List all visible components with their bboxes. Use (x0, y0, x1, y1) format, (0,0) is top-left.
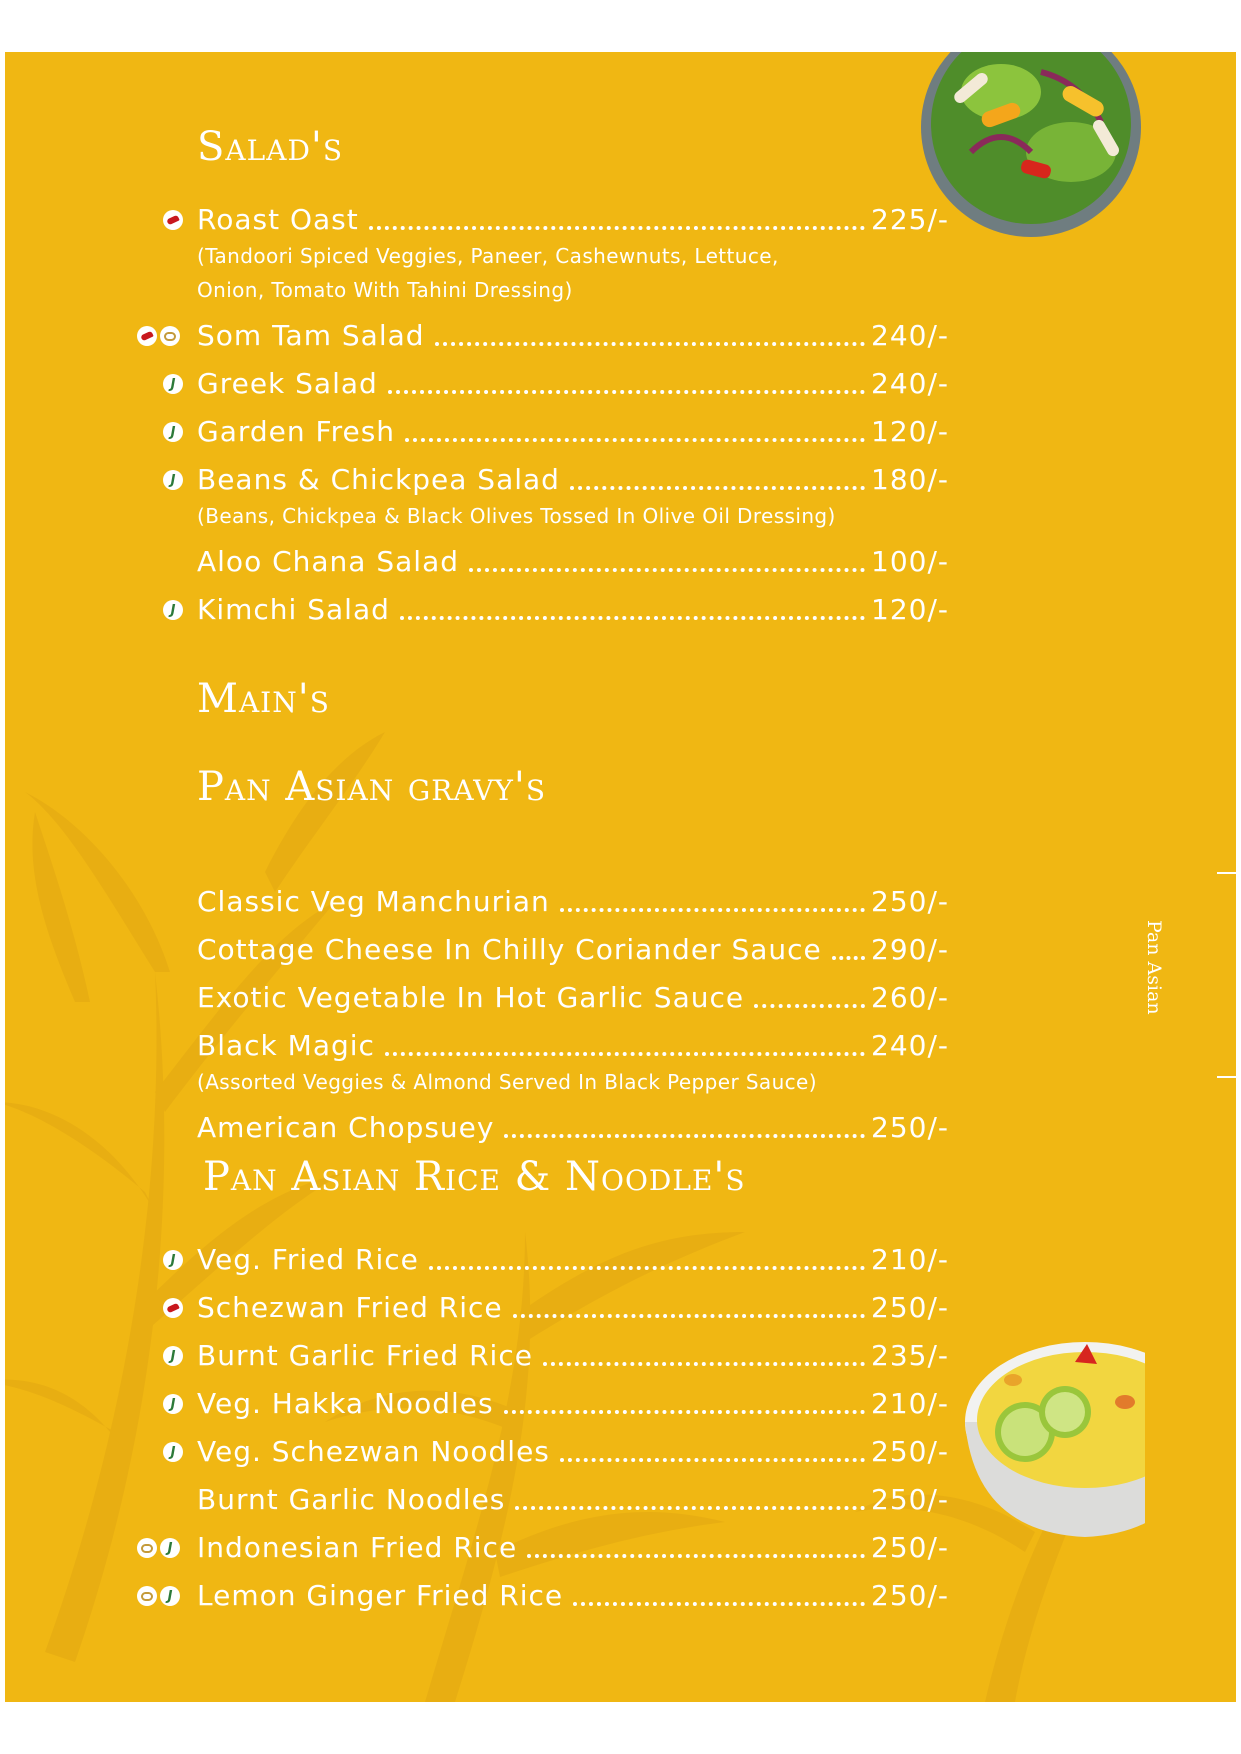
item-price: 250/- (871, 885, 949, 918)
item-name: Black Magic (197, 1029, 375, 1062)
jain-icon: J (163, 1346, 183, 1366)
item-name: Kimchi Salad (197, 593, 390, 626)
mushroom-icon (137, 1586, 157, 1606)
item-price: 120/- (871, 593, 949, 626)
jain-icon: J (160, 1586, 180, 1606)
dot-leader (504, 1400, 865, 1414)
side-section-label: Pan Asian (1143, 920, 1165, 1015)
jain-icon: J (163, 470, 183, 490)
item-name: Veg. Fried Rice (197, 1243, 419, 1276)
item-name: Aloo Chana Salad (197, 545, 459, 578)
dot-leader (543, 1352, 865, 1366)
jain-icon: J (163, 1442, 183, 1462)
item-price: 250/- (871, 1435, 949, 1468)
item-price: 250/- (871, 1483, 949, 1516)
dot-leader (754, 994, 865, 1008)
menu-item-garden-fresh (197, 412, 949, 448)
item-description: (Beans, Chickpea & Black Olives Tossed In Olive Oil Dressing) (197, 504, 836, 528)
dot-leader (405, 428, 865, 442)
dot-leader (388, 380, 865, 394)
item-price: 100/- (871, 545, 949, 578)
item-name: Som Tam Salad (197, 319, 425, 352)
item-description: Onion, Tomato With Tahini Dressing) (197, 278, 573, 302)
item-icons (163, 1298, 183, 1318)
dot-leader (832, 946, 865, 960)
dot-leader (504, 1124, 865, 1138)
menu-item-burnt-garlic-noodles (197, 1480, 949, 1516)
dot-leader (527, 1544, 865, 1558)
item-price: 260/- (871, 981, 949, 1014)
menu-item-aloo-chana-salad (197, 542, 949, 578)
dot-leader (435, 332, 865, 346)
menu-item-classic-veg-manchurian (197, 882, 949, 918)
dot-leader (560, 898, 865, 912)
item-name: Veg. Hakka Noodles (197, 1387, 494, 1420)
menu-item-roast-oast (197, 200, 949, 236)
item-price: 250/- (871, 1531, 949, 1564)
dot-leader (385, 1042, 865, 1056)
item-icons (163, 1394, 183, 1414)
item-name: American Chopsuey (197, 1111, 495, 1144)
item-icons (163, 1442, 183, 1462)
chilli-icon (163, 1298, 183, 1318)
item-name: Veg. Schezwan Noodles (197, 1435, 550, 1468)
item-name: Burnt Garlic Noodles (197, 1483, 506, 1516)
dot-leader (573, 1592, 865, 1606)
menu-item-lemon-ginger-fried-rice (197, 1576, 949, 1612)
dot-leader (400, 606, 865, 620)
item-icons (137, 1538, 180, 1558)
side-divider-bottom (1217, 1076, 1236, 1078)
item-icons (137, 1586, 180, 1606)
dot-leader (513, 1304, 865, 1318)
item-description: (Assorted Veggies & Almond Served In Black Pepper Sauce) (197, 1070, 817, 1094)
item-price: 250/- (871, 1111, 949, 1144)
dot-leader (515, 1496, 865, 1510)
heading-salads: Salad's (197, 124, 344, 170)
menu-item-veg-schezwan-noodles (197, 1432, 949, 1468)
item-price: 180/- (871, 463, 949, 496)
heading-mains: Main's (197, 676, 330, 722)
chilli-icon (137, 326, 157, 346)
side-divider-top (1217, 872, 1236, 874)
menu-item-burnt-garlic-fried-rice (197, 1336, 949, 1372)
item-price: 290/- (871, 933, 949, 966)
item-icons (163, 422, 183, 442)
fried-rice-bowl-image (955, 1332, 1145, 1582)
menu-item-som-tam-salad (197, 316, 949, 352)
jain-icon: J (163, 374, 183, 394)
menu-item-veg-fried-rice (197, 1240, 949, 1276)
menu-item-greek-salad (197, 364, 949, 400)
item-price: 235/- (871, 1339, 949, 1372)
item-icons (163, 1250, 183, 1270)
menu-item-kimchi-salad (197, 590, 949, 626)
item-price: 225/- (871, 203, 949, 236)
jain-icon: J (163, 1250, 183, 1270)
mushroom-icon (137, 1538, 157, 1558)
jain-icon: J (163, 422, 183, 442)
menu-item-american-chopsuey (197, 1108, 949, 1144)
item-description: (Tandoori Spiced Veggies, Paneer, Cashewnuts, Lettuce, (197, 244, 779, 268)
heading-pan-asian-rice-noodles: Pan Asian Rice & Noodle's (203, 1154, 746, 1200)
item-price: 240/- (871, 319, 949, 352)
jain-icon: J (160, 1538, 180, 1558)
item-name: Garden Fresh (197, 415, 396, 448)
item-price: 240/- (871, 1029, 949, 1062)
item-name: Indonesian Fried Rice (197, 1531, 518, 1564)
mushroom-icon (160, 326, 180, 346)
item-price: 210/- (871, 1387, 949, 1420)
menu-item-beans-chickpea-salad (197, 460, 949, 496)
dot-leader (560, 1448, 865, 1462)
menu-item-veg-hakka-noodles (197, 1384, 949, 1420)
item-price: 250/- (871, 1291, 949, 1324)
jain-icon: J (163, 600, 183, 620)
item-icons (137, 326, 180, 346)
item-icons (163, 1346, 183, 1366)
item-name: Burnt Garlic Fried Rice (197, 1339, 533, 1372)
menu-item-black-magic (197, 1026, 949, 1062)
item-name: Exotic Vegetable In Hot Garlic Sauce (197, 981, 745, 1014)
item-price: 120/- (871, 415, 949, 448)
menu-item-schezwan-fried-rice (197, 1288, 949, 1324)
item-name: Cottage Cheese In Chilly Coriander Sauce (197, 933, 822, 966)
item-icons (163, 210, 183, 230)
menu-item-cottage-cheese (197, 930, 949, 966)
dot-leader (469, 558, 865, 572)
menu-page (5, 52, 1236, 1702)
item-name: Classic Veg Manchurian (197, 885, 550, 918)
jain-icon: J (163, 1394, 183, 1414)
item-icons (163, 470, 183, 490)
heading-pan-asian-gravy: Pan Asian gravy's (197, 764, 547, 810)
chilli-icon (163, 210, 183, 230)
item-price: 240/- (871, 367, 949, 400)
item-name: Lemon Ginger Fried Rice (197, 1579, 564, 1612)
item-name: Roast Oast (197, 203, 359, 236)
menu-item-exotic-vegetable (197, 978, 949, 1014)
dot-leader (570, 476, 865, 490)
item-icons (163, 374, 183, 394)
menu-item-indonesian-fried-rice (197, 1528, 949, 1564)
item-name: Beans & Chickpea Salad (197, 463, 560, 496)
item-name: Greek Salad (197, 367, 378, 400)
item-name: Schezwan Fried Rice (197, 1291, 503, 1324)
item-icons (163, 600, 183, 620)
item-price: 210/- (871, 1243, 949, 1276)
dot-leader (369, 216, 865, 230)
dot-leader (429, 1256, 865, 1270)
item-price: 250/- (871, 1579, 949, 1612)
